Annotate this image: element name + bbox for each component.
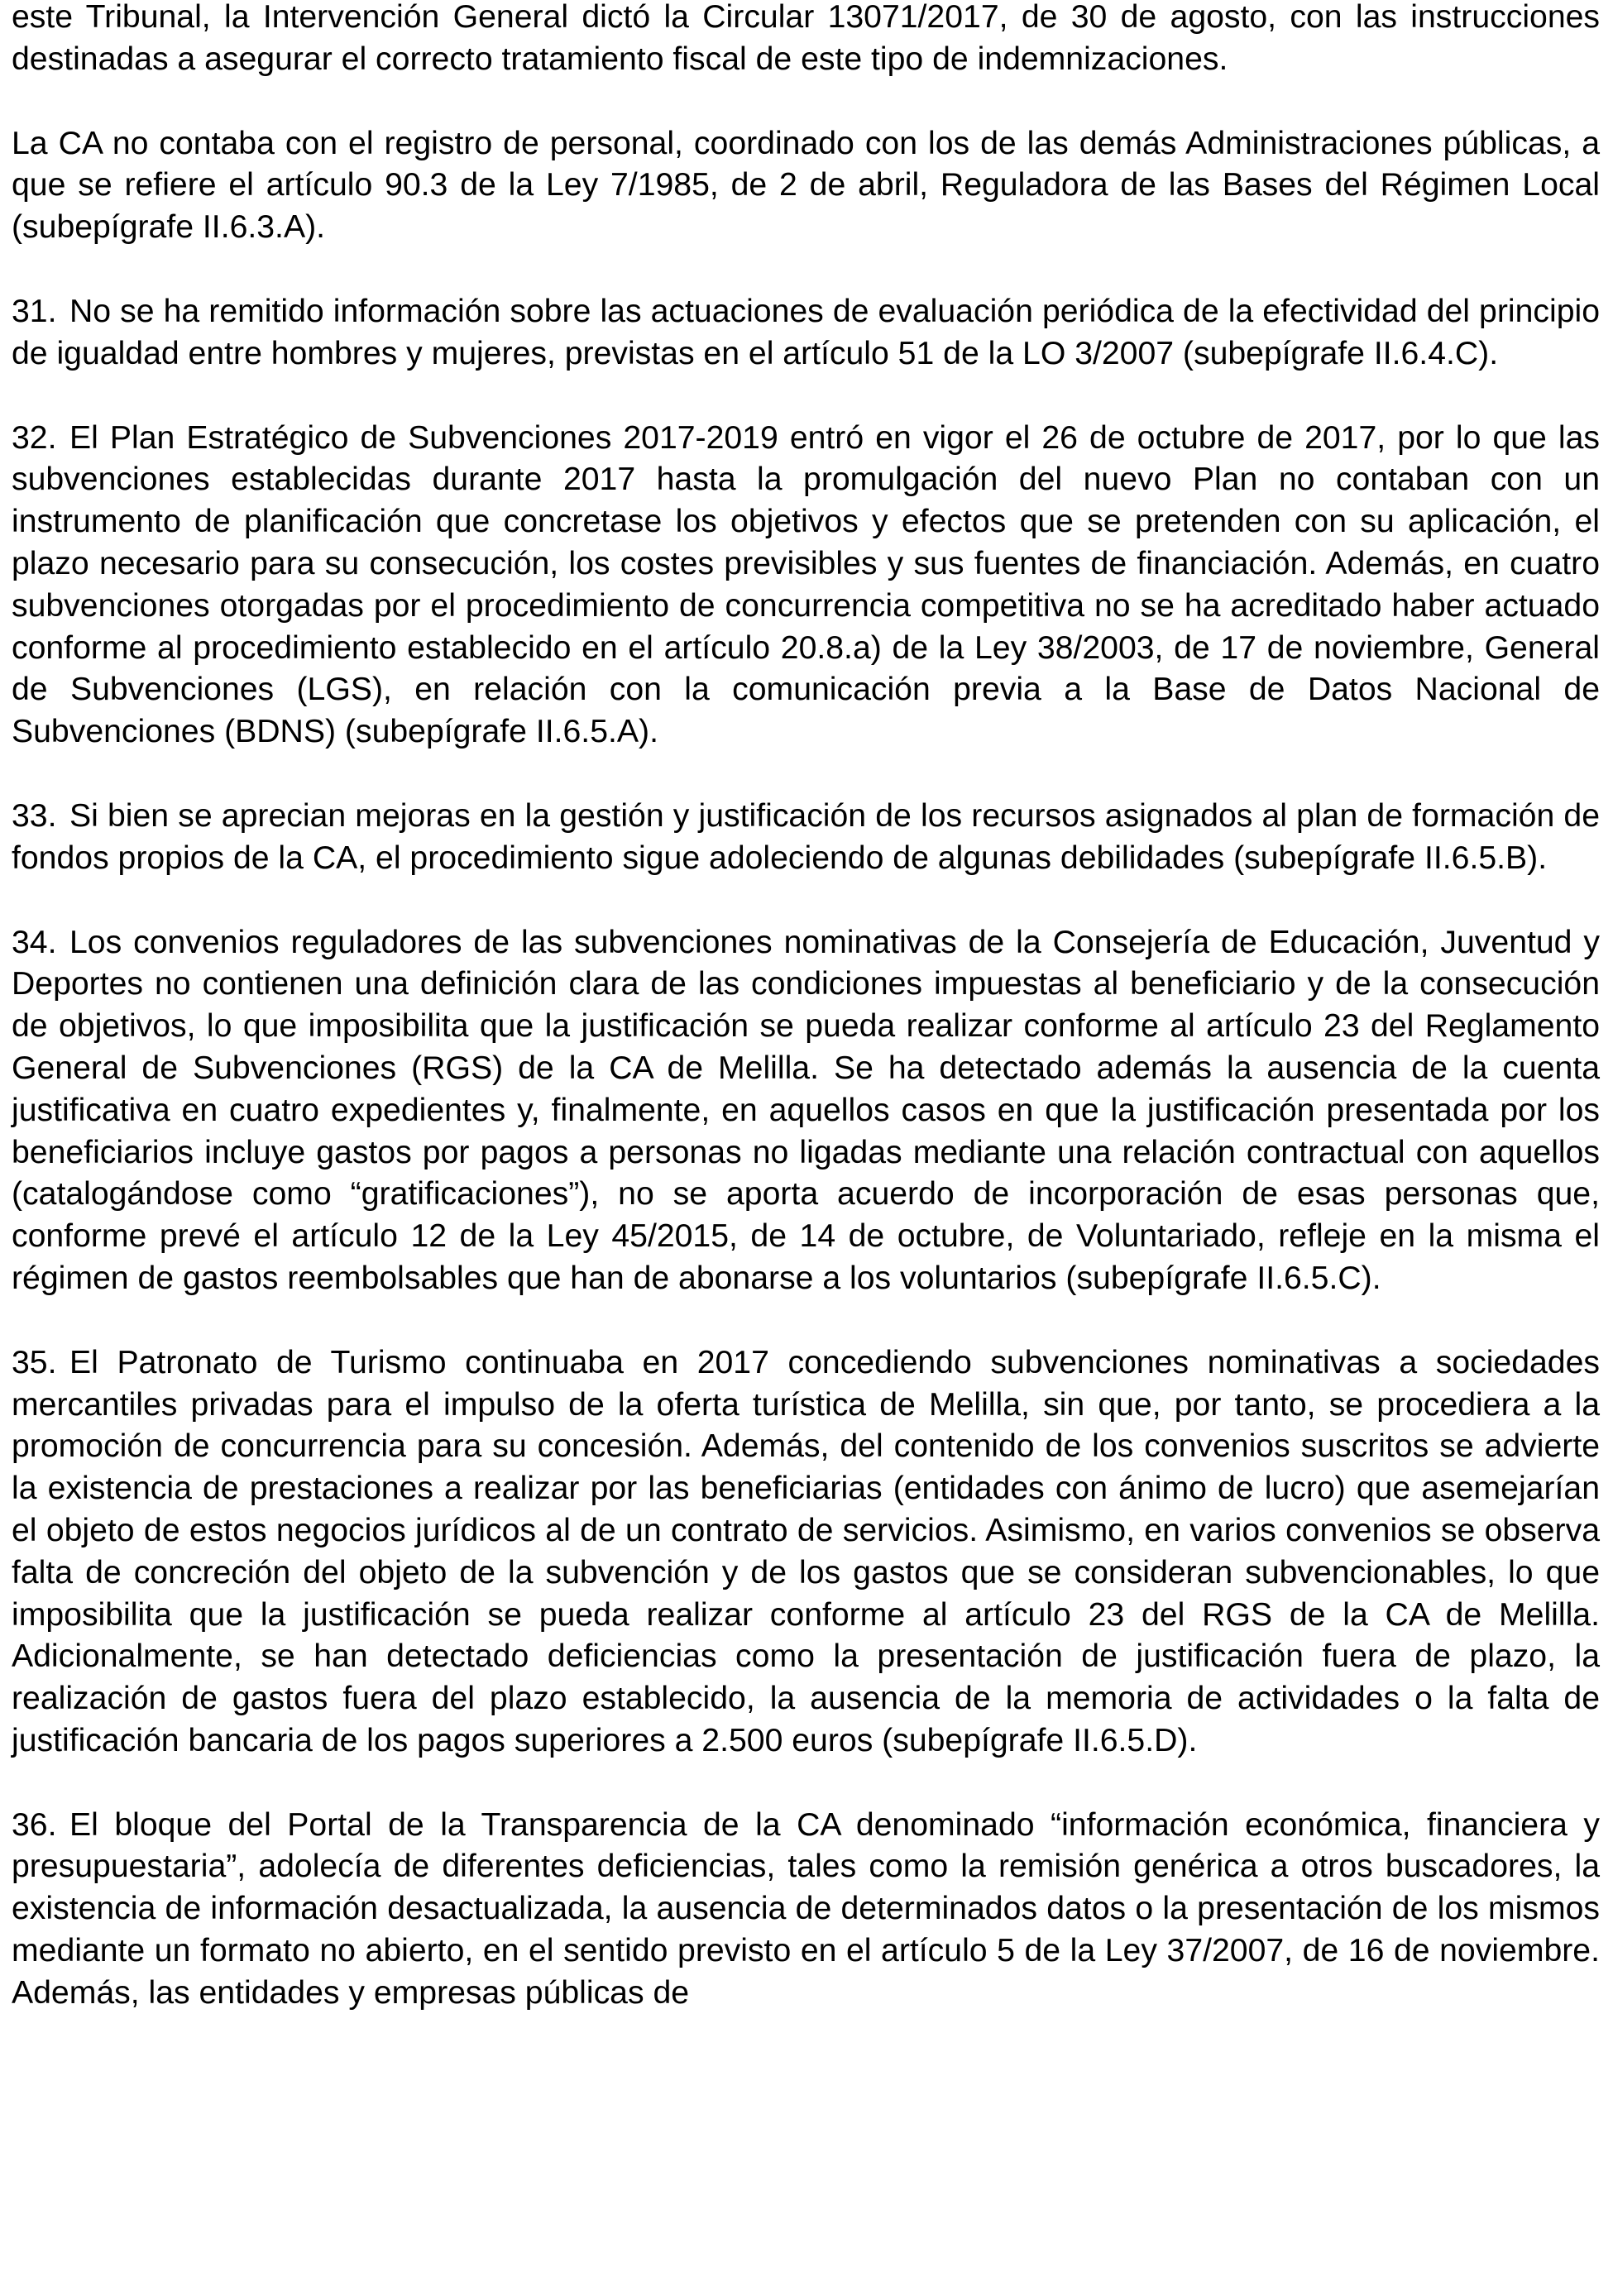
- paragraph-34: [12, 922, 1600, 1300]
- paragraph-continuation: [12, 0, 1600, 81]
- paragraph-33: [12, 796, 1600, 880]
- document-page: [12, 0, 1600, 2057]
- paragraph-text: No se ha remitido información sobre las actuaciones de evaluación periódica de la efectividad del principio de igualdad entre hombres y mujeres, previstas en el artículo 51 de la LO 3/2007 (subepígrafe II.6.4.C).: [12, 293, 1600, 371]
- paragraph-number: 34.: [12, 924, 57, 960]
- paragraph-text: La CA no contaba con el registro de personal, coordinado con los de las demás Administraciones públicas, a que se refiere el artículo 90.3 de la Ley 7/1985, de 2 de abril, Reguladora de las Bases del Régimen Local (subepígrafe II.6.3.A).: [12, 125, 1600, 246]
- paragraph-number: 31.: [12, 293, 57, 329]
- paragraph-text: Los convenios reguladores de las subvenciones nominativas de la Consejería de Educación, Juventud y Deportes no contienen una definición clara de las condiciones impuestas al beneficiario y de la consecución de objetivos, lo que imposibilita que la justificación se pueda realizar conforme al artículo 23 del Reglamento General de Subvenciones (RGS) de la CA de Melilla. Se ha detectado además la ausencia de la cuenta justificativa en cuatro expedientes y, finalmente, en aquellos casos en que la justificación presentada por los beneficiarios incluye gastos por pagos a personas no ligadas mediante una relación contractual con aquellos (catalogándose como “gratificaciones”), no se aporta acuerdo de incorporación de esas personas que, conforme prevé el artículo 12 de la Ley 45/2015, de 14 de octubre, de Voluntariado, refleje en la misma el régimen de gastos reembolsables que han de abonarse a los voluntarios (subepígrafe II.6.5.C).: [12, 924, 1600, 1296]
- paragraph-text: El Plan Estratégico de Subvenciones 2017-2019 entró en vigor el 26 de octubre de 2017, por lo que las subvenciones establecidas durante 2017 hasta la promulgación del nuevo Plan no contaban con un instrumento de planificación que concretase los objetivos y efectos que se pretenden con su aplicación, el plazo necesario para su consecución, los costes previsibles y sus fuentes de financiación. Además, en cuatro subvenciones otorgadas por el procedimiento de concurrencia competitiva no se ha acreditado haber actuado conforme al procedimiento establecido en el artículo 20.8.a) de la Ley 38/2003, de 17 de noviembre, General de Subvenciones (LGS), en relación con la comunicación previa a la Base de Datos Nacional de Subvenciones (BDNS) (subepígrafe II.6.5.A).: [12, 419, 1600, 750]
- paragraph-32: [12, 418, 1600, 753]
- paragraph-number: 35.: [12, 1344, 57, 1380]
- paragraph-number: 36.: [12, 1806, 57, 1843]
- paragraph-text: Si bien se aprecian mejoras en la gestión y justificación de los recursos asignados al plan de formación de fondos propios de la CA, el procedimiento sigue adoleciendo de algunas debilidades (subepígrafe II.6.5.B).: [12, 797, 1600, 876]
- paragraph-number: 33.: [12, 797, 57, 834]
- paragraph-text: El bloque del Portal de la Transparencia de la CA denominado “información económica, financiera y presupuestaria”, adolecía de diferentes deficiencias, tales como la remisión genérica a otros buscadores, la existencia de información desactualizada, la ausencia de determinados datos o la presentación de los mismos mediante un formato no abierto, en el sentido previsto en el artículo 5 de la Ley 37/2007, de 16 de noviembre. Además, las entidades y empresas públicas de: [12, 1806, 1600, 2011]
- paragraph-text: El Patronato de Turismo continuaba en 2017 concediendo subvenciones nominativas a sociedades mercantiles privadas para el impulso de la oferta turística de Melilla, sin que, por tanto, se procediera a la promoción de concurrencia para su concesión. Además, del contenido de los convenios suscritos se advierte la existencia de prestaciones a realizar por las beneficiarias (entidades con ánimo de lucro) que asemejarían el objeto de estos negocios jurídicos al de un contrato de servicios. Asimismo, en varios convenios se observa falta de concreción del objeto de la subvención y de los gastos que se consideran subvencionables, lo que imposibilita que la justificación se pueda realizar conforme al artículo 23 del RGS de la CA de Melilla. Adicionalmente, se han detectado deficiencias como la presentación de justificación fuera de plazo, la realización de gastos fuera del plazo establecido, la ausencia de la memoria de actividades o la falta de justificación bancaria de los pagos superiores a 2.500 euros (subepígrafe II.6.5.D).: [12, 1344, 1600, 1758]
- paragraph-text: este Tribunal, la Intervención General dictó la Circular 13071/2017, de 30 de agosto, con las instrucciones destinadas a asegurar el correcto tratamiento fiscal de este tipo de indemnizaciones.: [12, 0, 1600, 77]
- paragraph-registro-personal: [12, 123, 1600, 249]
- paragraph-number: 32.: [12, 419, 57, 456]
- paragraph-31: [12, 291, 1600, 375]
- paragraph-36: [12, 1805, 1600, 2015]
- paragraph-35: [12, 1342, 1600, 1763]
